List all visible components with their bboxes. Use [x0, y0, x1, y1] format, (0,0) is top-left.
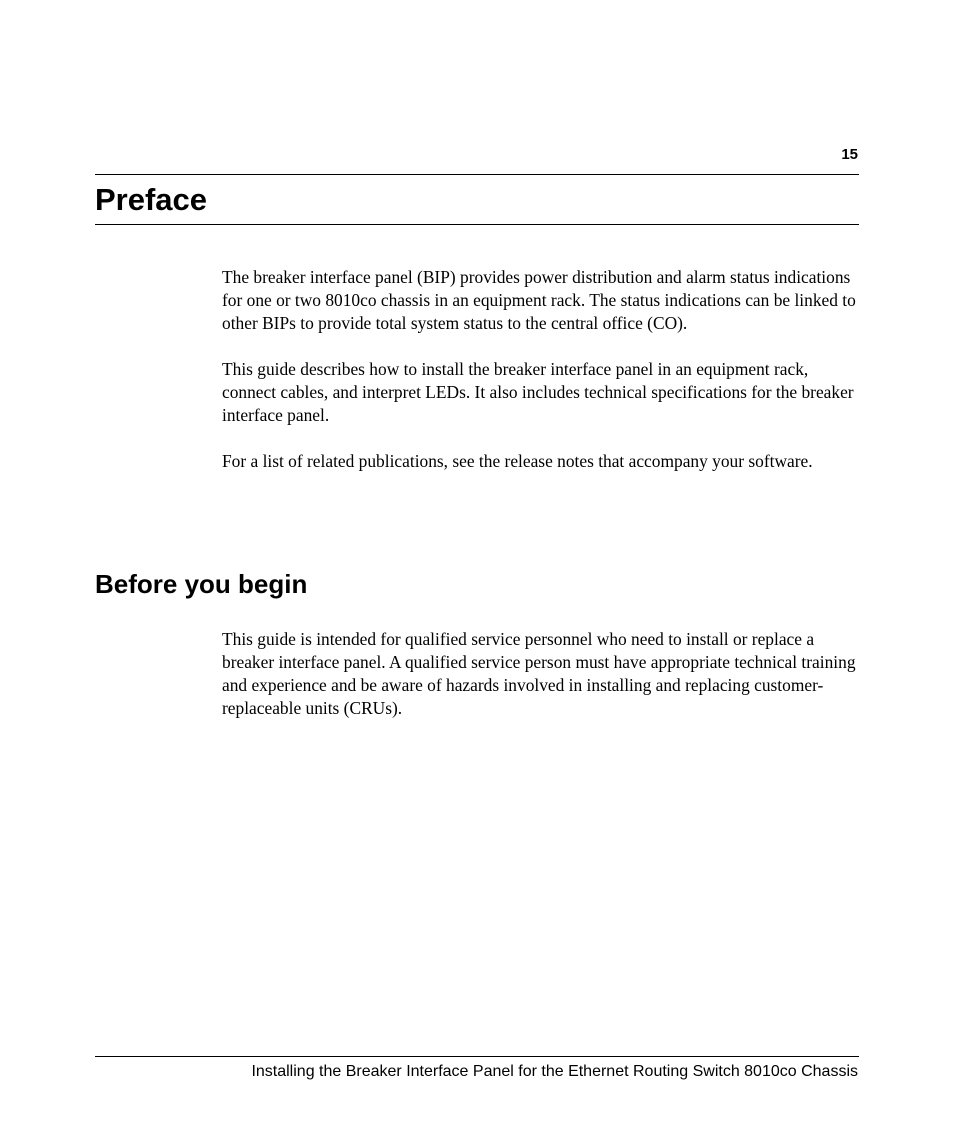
footer-title: Installing the Breaker Interface Panel for the Ethernet Routing Switch 8010co Chassis — [251, 1063, 858, 1080]
preface-paragraph: For a list of related publications, see the release notes that accompany your software. — [222, 451, 813, 471]
preface-paragraph: The breaker interface panel (BIP) provides power distribution and alarm status indications for one or two 8010co chassis in an equipment rack. The status indications can be linked to other BIPs to provide total system status to the central office (CO). — [222, 267, 856, 333]
footer-rule — [95, 1056, 859, 1057]
title-rule — [95, 224, 859, 225]
section-heading: Before you begin — [95, 569, 308, 599]
preface-body — [222, 266, 862, 473]
section-body — [222, 628, 862, 720]
header-rule — [95, 174, 859, 175]
chapter-title: Preface — [95, 182, 208, 217]
page-number: 15 — [841, 146, 858, 163]
section-paragraph: This guide is intended for qualified service personnel who need to install or replace a breaker interface panel. A qualified service person must have appropriate technical training and experience and be aware of hazards involved in installing and replacing customer-replaceable units (CRUs). — [222, 629, 856, 718]
preface-paragraph: This guide describes how to install the breaker interface panel in an equipment rack, connect cables, and interpret LEDs. It also includes technical specifications for the breaker interface panel. — [222, 359, 854, 425]
